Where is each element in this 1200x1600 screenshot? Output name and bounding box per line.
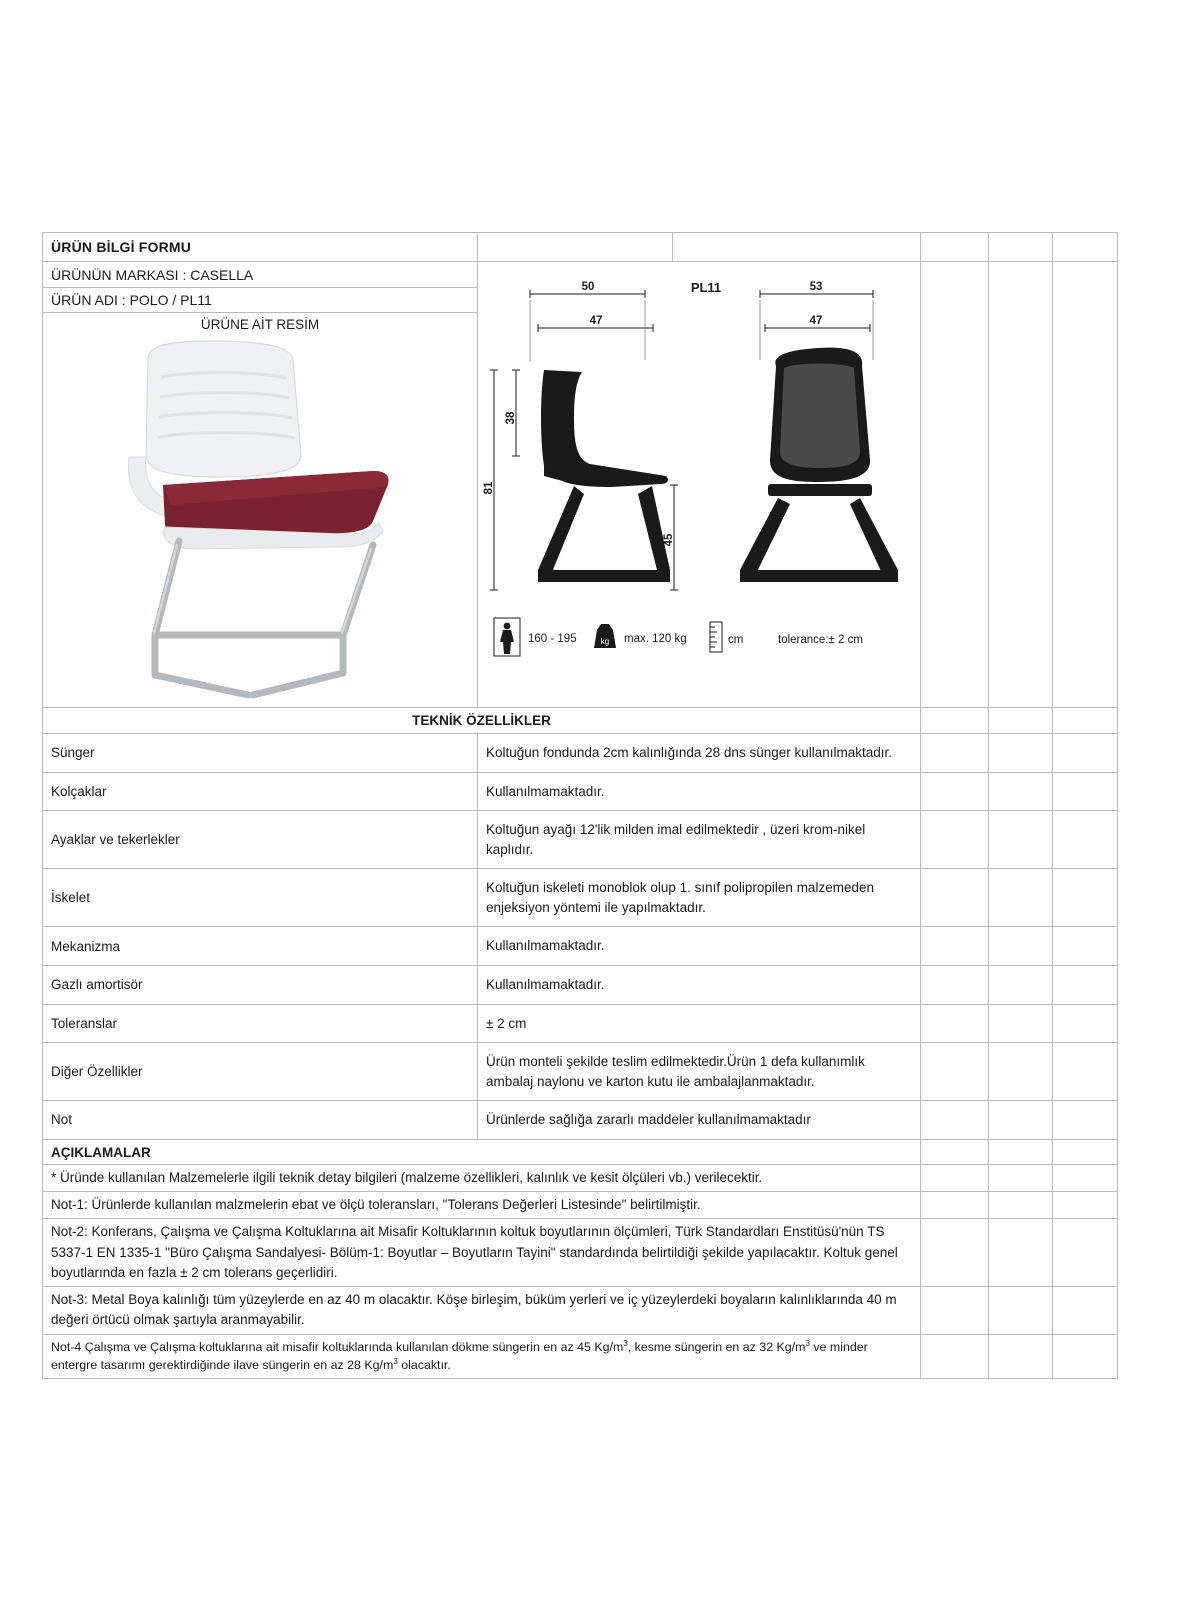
- unit-label: cm: [728, 633, 744, 646]
- grid-cell-8-4: [989, 1101, 1053, 1140]
- header-spacer-4: [989, 233, 1053, 262]
- table-row: [43, 965, 1118, 1004]
- page-title: ÜRÜN BİLGİ FORMU: [43, 233, 478, 262]
- unit-ruler-icon: [710, 622, 722, 652]
- grid-cell-n5-4: [1053, 1334, 1118, 1378]
- grid-cell-4-5: [1053, 927, 1118, 966]
- header-table: [42, 232, 1118, 262]
- grid-cell-n5-3: [989, 1334, 1053, 1378]
- notes-header-row: [43, 1139, 1118, 1164]
- svg-text:81: 81: [483, 481, 495, 494]
- grid-cell-7-4: [989, 1043, 1053, 1101]
- grid-cell-n1-2: [921, 1164, 989, 1191]
- grid-cell-5-3: [921, 965, 989, 1004]
- identity-row: [43, 262, 1118, 708]
- spec-label-sunger: Sünger: [43, 734, 478, 773]
- table-row: [43, 1192, 1118, 1219]
- tech-section-title: TEKNİK ÖZELLİKLER: [43, 708, 921, 734]
- spec-label-kolcaklar: Kolçaklar: [43, 772, 478, 811]
- grid-cell-n0-3: [989, 1139, 1053, 1164]
- spec-value-kolcaklar: Kullanılmamaktadır.: [478, 772, 921, 811]
- table-row: [43, 1164, 1118, 1191]
- grid-cell-r1c4: [989, 262, 1053, 708]
- side-view-silhouette: [538, 370, 670, 582]
- grid-cell-1-5: [1053, 772, 1118, 811]
- table-row: [43, 1287, 1118, 1335]
- brand-line: ÜRÜNÜN MARKASI : CASELLA: [43, 262, 477, 288]
- note-4-sup2: 3: [805, 1338, 810, 1348]
- grid-cell-8-5: [1053, 1101, 1118, 1140]
- svg-text:47: 47: [809, 314, 823, 327]
- grid-cell-6-4: [989, 1004, 1053, 1043]
- svg-text:50: 50: [581, 280, 595, 293]
- grid-cell-n0-2: [921, 1139, 989, 1164]
- spec-value-toleranslar: ± 2 cm: [478, 1004, 921, 1043]
- grid-cell-n1-4: [1053, 1164, 1118, 1191]
- table-row: [43, 1101, 1118, 1140]
- front-view-silhouette: [740, 347, 898, 581]
- spec-value-not: Ürünlerde sağlığa zararlı maddeler kullanılmamaktadır: [478, 1101, 921, 1140]
- spec-value-ayaklar: Koltuğun ayağı 12'lik milden imal edilmektedir , üzeri krom-nikel kaplıdır.: [478, 811, 921, 869]
- tech-section-row: [43, 708, 1118, 734]
- spec-value-gazli-amortisor: Kullanılmamaktadır.: [478, 965, 921, 1004]
- notes-table: [42, 1139, 1118, 1379]
- grid-cell-3-4: [989, 869, 1053, 927]
- spec-value-diger-ozellikler: Ürün monteli şekilde teslim edilmektedir.Ürün 1 defa kullanımlık ambalaj naylonu ve karton kutu ile ambalajlanmaktadır.: [478, 1043, 921, 1101]
- grid-cell-n2-4: [1053, 1192, 1118, 1219]
- grid-cell-0-3: [921, 734, 989, 773]
- weight-limit-label: max. 120 kg: [624, 632, 687, 645]
- grid-cell-2-3: [921, 811, 989, 869]
- header-spacer-5: [1053, 233, 1118, 262]
- identity-cell: [43, 262, 478, 708]
- tech-specs-table: [42, 707, 1118, 1140]
- grid-cell-5-5: [1053, 965, 1118, 1004]
- spec-label-mekanizma: Mekanizma: [43, 927, 478, 966]
- note-2: Not-2: Konferans, Çalışma ve Çalışma Koltuklarına ait Misafir Koltuklarının koltuk boyutlarının ölçümleri, Türk Standardları Enstitüsü'nün TS 5337-1 EN 1335-1 "Büro Çalışma Sandalyesi- Bölüm-1: Boyutlar – Boyutların Tayini" standardında belirtildiği şekilde yapılacaktır. Koltuk genel boyutlarında en fazla ± 2 cm tolerans geçerlidiri.: [43, 1219, 921, 1287]
- grid-cell-5-4: [989, 965, 1053, 1004]
- header-spacer-1: [478, 233, 673, 262]
- grid-cell-8-3: [921, 1101, 989, 1140]
- product-photo: [43, 335, 477, 707]
- grid-cell-n0-4: [1053, 1139, 1118, 1164]
- grid-cell-0-4: [989, 734, 1053, 773]
- grid-cell-7-3: [921, 1043, 989, 1101]
- grid-cell-ts-3: [921, 708, 989, 734]
- svg-text:47: 47: [589, 314, 603, 327]
- grid-cell-2-5: [1053, 811, 1118, 869]
- grid-cell-ts-5: [1053, 708, 1118, 734]
- grid-cell-0-5: [1053, 734, 1118, 773]
- table-row: [43, 869, 1118, 927]
- grid-cell-n4-4: [1053, 1287, 1118, 1335]
- grid-cell-3-3: [921, 869, 989, 927]
- grid-cell-1-4: [989, 772, 1053, 811]
- note-4-sup1: 3: [623, 1338, 628, 1348]
- grid-cell-4-3: [921, 927, 989, 966]
- weight-limit-icon: [594, 624, 616, 648]
- grid-cell-n3-2: [921, 1219, 989, 1287]
- header-spacer-3: [921, 233, 989, 262]
- svg-text:kg: kg: [600, 636, 610, 646]
- chair-photo-illustration: [43, 335, 477, 707]
- table-row: [43, 1004, 1118, 1043]
- spec-label-gazli-amortisor: Gazlı amortisör: [43, 965, 478, 1004]
- grid-cell-4-4: [989, 927, 1053, 966]
- note-1: Not-1: Ürünlerde kullanılan malzmelerin ebat ve ölçü toleransları, "Tolerans Değerleri Listesinde" belirtilmiştir.: [43, 1192, 921, 1219]
- grid-cell-n2-3: [989, 1192, 1053, 1219]
- pictogram-row: [494, 618, 863, 656]
- svg-text:53: 53: [809, 280, 823, 293]
- technical-drawing: [478, 270, 921, 700]
- tolerance-label: tolerance:± 2 cm: [778, 633, 863, 646]
- note-4-sup3: 3: [393, 1357, 398, 1367]
- table-row: [43, 927, 1118, 966]
- notes-section-title: AÇIKLAMALAR: [43, 1139, 921, 1164]
- svg-text:38: 38: [505, 411, 517, 424]
- grid-cell-n5-2: [921, 1334, 989, 1378]
- table-row: [43, 772, 1118, 811]
- person-height-icon: [494, 618, 520, 656]
- grid-cell-n4-2: [921, 1287, 989, 1335]
- grid-cell-r1c5: [1053, 262, 1118, 708]
- grid-cell-7-5: [1053, 1043, 1118, 1101]
- header-spacer-2: [673, 233, 921, 262]
- grid-cell-n1-3: [989, 1164, 1053, 1191]
- identity-and-image-table: [42, 261, 1118, 708]
- grid-cell-2-4: [989, 811, 1053, 869]
- svg-text:45: 45: [663, 533, 675, 546]
- grid-cell-6-3: [921, 1004, 989, 1043]
- grid-cell-n2-2: [921, 1192, 989, 1219]
- spec-label-diger-ozellikler: Diğer Özellikler: [43, 1043, 478, 1101]
- spec-label-toleranslar: Toleranslar: [43, 1004, 478, 1043]
- note-3: Not-3: Metal Boya kalınlığı tüm yüzeylerde en az 40 m olacaktır. Köşe birleşim, büküm yerleri ve iç yüzeylerdeki boyaların kalınlıklarında 40 m değeri örtücü olmak şartıyla aranmayabilir.: [43, 1287, 921, 1335]
- note-4-part2: , kesme süngerin en az 32 Kg/m: [627, 1339, 806, 1354]
- spec-label-not: Not: [43, 1101, 478, 1140]
- person-range-label: 160 - 195: [528, 632, 577, 645]
- spec-value-mekanizma: Kullanılmamaktadır.: [478, 927, 921, 966]
- table-row: [43, 1334, 1118, 1378]
- grid-cell-3-5: [1053, 869, 1118, 927]
- note-4-part3: ve minder entergre tasarımı gerektirdiğinde ilave süngerin en az 28 Kg/m: [51, 1339, 868, 1373]
- spec-value-sunger: Koltuğun fondunda 2cm kalınlığında 28 dns sünger kullanılmaktadır.: [478, 734, 921, 773]
- note-asterisk: * Üründe kullanılan Malzemelerle ilgili teknik detay bilgileri (malzeme özellikleri, kalınlık ve kesit ölçüleri vb.) verilecektir.: [43, 1164, 921, 1191]
- spec-label-ayaklar: Ayaklar ve tekerlekler: [43, 811, 478, 869]
- grid-cell-n4-3: [989, 1287, 1053, 1335]
- grid-cell-6-5: [1053, 1004, 1118, 1043]
- table-row: [43, 1043, 1118, 1101]
- grid-cell-ts-4: [989, 708, 1053, 734]
- note-4-part4: olacaktır.: [397, 1358, 451, 1373]
- grid-cell-n3-4: [1053, 1219, 1118, 1287]
- spec-label-iskelet: İskelet: [43, 869, 478, 927]
- grid-cell-1-3: [921, 772, 989, 811]
- technical-drawing-cell: [478, 262, 921, 708]
- table-row: [43, 811, 1118, 869]
- grid-cell-n3-3: [989, 1219, 1053, 1287]
- grid-cell-r1c3: [921, 262, 989, 708]
- product-line: ÜRÜN ADI : POLO / PL11: [43, 288, 477, 313]
- spec-value-iskelet: Koltuğun iskeleti monoblok olup 1. sınıf polipropilen malzemeden enjeksiyon yöntemi ile yapılmaktadır.: [478, 869, 921, 927]
- image-caption: ÜRÜNE AİT RESİM: [200, 317, 320, 332]
- model-code-label: PL11: [690, 279, 722, 295]
- table-row: [43, 1219, 1118, 1287]
- note-4-part1: Not-4 Çalışma ve Çalışma koltuklarına ait misafir koltuklarında kullanılan dökme süngerin en az 45 Kg/m: [51, 1339, 624, 1354]
- note-4: [43, 1334, 921, 1378]
- product-info-sheet: [42, 232, 1117, 1379]
- title-row: [43, 233, 1118, 262]
- table-row: [43, 734, 1118, 773]
